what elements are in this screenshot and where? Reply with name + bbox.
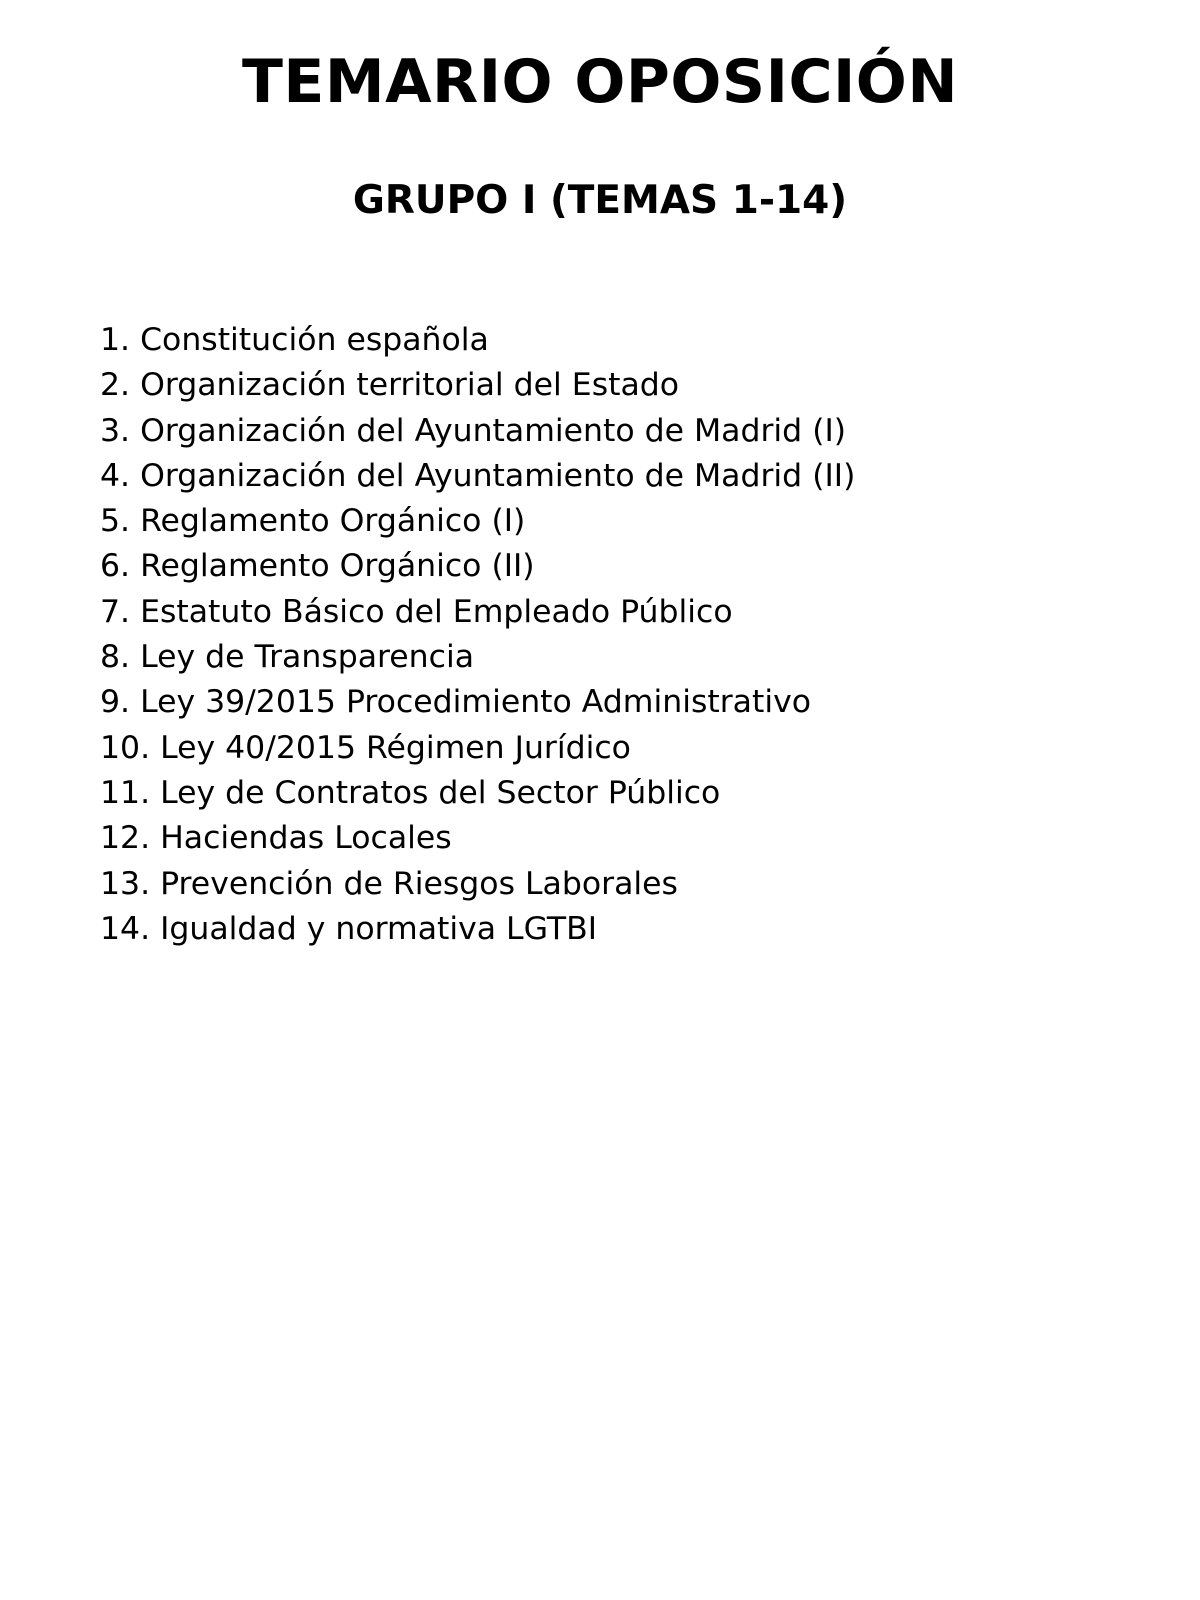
topic-item-10: 10. Ley 40/2015 Régimen Jurídico bbox=[100, 729, 631, 766]
topic-item-9: 9. Ley 39/2015 Procedimiento Administrativo bbox=[100, 684, 811, 721]
topic-item-3: 3. Organización del Ayuntamiento de Madrid (I) bbox=[100, 412, 847, 449]
topic-item-5: 5. Reglamento Orgánico (I) bbox=[100, 503, 526, 540]
topic-item-4: 4. Organización del Ayuntamiento de Madrid (II) bbox=[100, 457, 856, 494]
topic-item-13: 13. Prevención de Riesgos Laborales bbox=[100, 865, 678, 902]
topic-item-14: 14. Igualdad y normativa LGTBI bbox=[100, 910, 598, 947]
topic-item-2: 2. Organización territorial del Estado bbox=[100, 367, 680, 404]
topic-item-12: 12. Haciendas Locales bbox=[100, 820, 452, 857]
topic-list bbox=[100, 318, 855, 952]
topic-item-8: 8. Ley de Transparencia bbox=[100, 639, 475, 676]
topic-item-11: 11. Ley de Contratos del Sector Público bbox=[100, 774, 721, 811]
topic-item-1: 1. Constitución española bbox=[100, 322, 489, 358]
topic-item-7: 7. Estatuto Básico del Empleado Público bbox=[100, 593, 733, 630]
document-title: TEMARIO OPOSICIÓN bbox=[241, 47, 959, 117]
topic-item-6: 6. Reglamento Orgánico (II) bbox=[100, 548, 535, 585]
group-subtitle: GRUPO I (TEMAS 1-14) bbox=[352, 178, 848, 223]
